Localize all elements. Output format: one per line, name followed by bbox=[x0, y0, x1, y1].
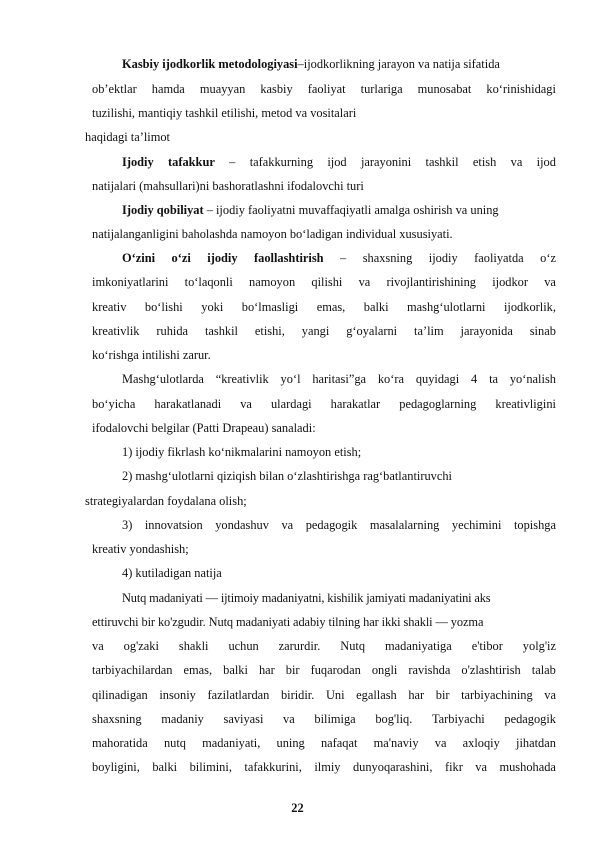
word: shaxsning bbox=[362, 251, 413, 265]
word: – bbox=[340, 251, 347, 265]
word: jarayonini bbox=[360, 155, 412, 169]
list-item-3-cont: kreativ yondashish; bbox=[92, 542, 189, 556]
word: tafakkurini, bbox=[244, 760, 302, 774]
word: va bbox=[475, 760, 487, 774]
word: ijodiy bbox=[207, 251, 238, 265]
para-tafakkur-line1 bbox=[122, 155, 556, 170]
para-tafakkur-line2: natijalari (mahsullari)ni bashoratlashni ifodalovchi turi bbox=[92, 179, 364, 193]
word: emas, bbox=[183, 663, 213, 677]
word: yoki bbox=[201, 300, 224, 314]
para-faollashtirish-line3 bbox=[92, 300, 556, 315]
para-faollashtirish-line2 bbox=[92, 275, 556, 290]
word: va bbox=[510, 155, 523, 169]
word: ma'naviy bbox=[373, 736, 419, 750]
word: tafakkur bbox=[168, 155, 215, 169]
word: Uni bbox=[325, 688, 345, 702]
word: balki bbox=[223, 663, 248, 677]
para-nutq-line5 bbox=[92, 688, 556, 703]
word: nafaqat bbox=[320, 736, 358, 750]
word: kreativ bbox=[92, 300, 127, 314]
word: va bbox=[283, 712, 295, 726]
definition-text: – ijodiy faoliyatni muvaffaqiyatli amalga oshirish va uning bbox=[203, 203, 499, 217]
para-methodology-line1 bbox=[122, 57, 500, 72]
word: ta’lim bbox=[414, 324, 444, 338]
word: bo‘yicha bbox=[92, 397, 136, 411]
word: dunyoqarashini, bbox=[352, 760, 433, 774]
word: ravishda bbox=[408, 663, 451, 677]
word: tarbiyachilardan bbox=[92, 663, 173, 677]
word: va bbox=[434, 736, 447, 750]
word: tashkil bbox=[425, 155, 459, 169]
word: o‘zi bbox=[171, 251, 191, 265]
word: bilimiga bbox=[314, 712, 356, 726]
word: yechimini bbox=[451, 518, 502, 532]
para-methodology-line3: tuzilishi, mantiqiy tashkil etilishi, metod va vositalari bbox=[92, 106, 357, 120]
word: yondashuv bbox=[215, 518, 269, 532]
word: insoniy bbox=[159, 688, 196, 702]
word: bir bbox=[435, 688, 450, 702]
word: ijod bbox=[536, 155, 556, 169]
word: va bbox=[240, 397, 252, 411]
word: yo‘nalish bbox=[509, 372, 556, 386]
word: harakatlar bbox=[330, 397, 381, 411]
word: yolg'iz bbox=[522, 639, 556, 653]
word: namoyon bbox=[249, 275, 296, 289]
word: fazilatlardan bbox=[207, 688, 270, 702]
word: yo‘l bbox=[280, 372, 301, 386]
list-item-3 bbox=[122, 518, 556, 533]
word: uchun bbox=[228, 639, 259, 653]
word: ijod bbox=[327, 155, 347, 169]
word: ko‘rinishidagi bbox=[486, 82, 556, 96]
word: ongli bbox=[371, 663, 398, 677]
para-nutq-line3 bbox=[92, 639, 556, 654]
word: – bbox=[229, 155, 236, 169]
word: fikr bbox=[444, 760, 463, 774]
word: ta bbox=[489, 372, 499, 386]
word: Tarbiyachi bbox=[431, 712, 485, 726]
word: qilishi bbox=[311, 275, 343, 289]
word: mashg‘ulotlarni bbox=[407, 300, 486, 314]
word: mahoratida bbox=[92, 736, 148, 750]
word: rivojlantirishining bbox=[386, 275, 476, 289]
word: va bbox=[92, 639, 104, 653]
word: axloqiy bbox=[462, 736, 500, 750]
word: ulardagi bbox=[270, 397, 312, 411]
word: muayyan bbox=[199, 82, 246, 96]
para-methodology-line2 bbox=[92, 82, 556, 97]
list-item-2: 2) mashg‘ulotlarni qiziqish bilan o‘zlashtirishga rag‘batlantiruvchi bbox=[122, 469, 452, 483]
para-qobiliyat-line1 bbox=[122, 203, 499, 218]
word: hamda bbox=[151, 82, 185, 96]
word: etishi, bbox=[254, 324, 285, 338]
word: o'zlashtirish bbox=[461, 663, 521, 677]
word: e'tibor bbox=[471, 639, 503, 653]
word: topishga bbox=[513, 518, 556, 532]
word: jihatdan bbox=[516, 736, 556, 750]
para-faollashtirish-line4 bbox=[92, 324, 556, 339]
word: tarbiyachining bbox=[461, 688, 533, 702]
word: va bbox=[281, 518, 294, 532]
word: bo‘lmasligi bbox=[241, 300, 299, 314]
word: harakatlanadi bbox=[154, 397, 222, 411]
word: ruhida bbox=[156, 324, 189, 338]
para-kreativlik-line3: ifodalovchi belgilar (Patti Drapeau) sanaladi: bbox=[92, 421, 316, 435]
list-item-1: 1) ijodiy fikrlash ko‘nikmalarini namoyon etish; bbox=[122, 445, 362, 459]
word: og'zaki bbox=[123, 639, 159, 653]
word: masalalarning bbox=[369, 518, 440, 532]
definition-text: –ijodkorlikning jarayon va natija sifatida bbox=[297, 57, 500, 71]
word: kasbiy bbox=[260, 82, 293, 96]
word: biridir. bbox=[280, 688, 315, 702]
word: boyligini, bbox=[92, 760, 140, 774]
word: nutq bbox=[163, 736, 186, 750]
para-nutq-line6 bbox=[92, 712, 556, 727]
word: sinab bbox=[529, 324, 556, 338]
word: ijodkorlik, bbox=[503, 300, 556, 314]
word: bo‘lishi bbox=[144, 300, 183, 314]
word: imkoniyatlarini bbox=[92, 275, 169, 289]
word: ijodkor bbox=[492, 275, 528, 289]
word: madaniyati, bbox=[202, 736, 261, 750]
word: ilmiy bbox=[314, 760, 341, 774]
word: g‘oyalarni bbox=[346, 324, 398, 338]
word: shaxsning bbox=[92, 712, 142, 726]
para-qobiliyat-line2: natijalanganligini baholashda namoyon bo‘ladigan individual xususiyati. bbox=[92, 227, 453, 241]
word: etish bbox=[472, 155, 497, 169]
page-number: 22 bbox=[291, 801, 304, 815]
word: to‘laqonli bbox=[184, 275, 233, 289]
word: Ijodiy bbox=[122, 155, 154, 169]
word: turlariga bbox=[360, 82, 403, 96]
word: faoliyatda bbox=[474, 251, 524, 265]
para-nutq-line7 bbox=[92, 736, 556, 751]
para-nutq-line2: ettiruvchi bir ko'zgudir. Nutq madaniyati adabiy tilning har ikki shakli — yozma bbox=[92, 615, 484, 629]
word: ijodiy bbox=[428, 251, 458, 265]
word: yangi bbox=[301, 324, 330, 338]
para-faollashtirish-line5: ko‘rishga intilishi zarur. bbox=[92, 348, 211, 362]
term-ijodiy-qobiliyat: Ijodiy qobiliyat bbox=[122, 203, 204, 217]
word: 3) bbox=[122, 518, 133, 532]
word: va bbox=[358, 275, 371, 289]
word: har bbox=[408, 688, 425, 702]
word: balki bbox=[363, 300, 389, 314]
word: tashkil bbox=[204, 324, 238, 338]
word: faollashtirish bbox=[254, 251, 324, 265]
word: quyidagi bbox=[415, 372, 460, 386]
word: saviyasi bbox=[223, 712, 264, 726]
word: fuqarodan bbox=[310, 663, 361, 677]
word: emas, bbox=[316, 300, 346, 314]
word: O‘zini bbox=[122, 251, 156, 265]
word: egallash bbox=[356, 688, 397, 702]
term-kasbiy-ijodkorlik: Kasbiy ijodkorlik metodologiyasi bbox=[122, 57, 298, 71]
para-nutq-line1: Nutq madaniyati — ijtimoiy madaniyatni, kishilik jamiyati madaniyatini aks bbox=[122, 591, 491, 605]
word: “kreativlik bbox=[215, 372, 269, 386]
word: Nutq bbox=[340, 639, 366, 653]
word: faoliyat bbox=[307, 82, 346, 96]
word: uning bbox=[276, 736, 305, 750]
word: o‘z bbox=[540, 251, 556, 265]
word: zarurdir. bbox=[278, 639, 321, 653]
word: va bbox=[544, 688, 556, 702]
para-nutq-line8 bbox=[92, 760, 556, 775]
word: pedagogik bbox=[504, 712, 556, 726]
para-kreativlik-line1 bbox=[122, 372, 556, 387]
para-nutq-line4 bbox=[92, 663, 556, 678]
word: jarayonida bbox=[460, 324, 513, 338]
word: bog'liq. bbox=[375, 712, 413, 726]
para-kreativlik-line2 bbox=[92, 397, 556, 412]
word: mushohada bbox=[499, 760, 556, 774]
word: tafakkurning bbox=[249, 155, 314, 169]
word: shakli bbox=[178, 639, 209, 653]
word: pedagoglarning bbox=[399, 397, 477, 411]
word: bilimini, bbox=[189, 760, 232, 774]
word: ob’ektlar bbox=[92, 82, 137, 96]
list-item-4: 4) kutiladigan natija bbox=[122, 566, 222, 580]
word: haritasi”ga bbox=[312, 372, 367, 386]
word: 4 bbox=[471, 372, 478, 386]
list-item-2-cont: strategiyalardan foydalana olish; bbox=[85, 494, 247, 508]
word: munosabat bbox=[417, 82, 472, 96]
word: qilinadigan bbox=[92, 688, 148, 702]
word: innovatsion bbox=[144, 518, 203, 532]
word: talab bbox=[531, 663, 556, 677]
word: balki bbox=[152, 760, 178, 774]
word: Mashg‘ulotlarda bbox=[122, 372, 204, 386]
word: har bbox=[258, 663, 275, 677]
word: ko‘ra bbox=[377, 372, 404, 386]
word: madaniyatiga bbox=[385, 639, 452, 653]
word: kreativligini bbox=[495, 397, 556, 411]
word: bir bbox=[285, 663, 300, 677]
para-methodology-line4: haqidagi ta’limot bbox=[85, 130, 170, 144]
word: va bbox=[544, 275, 556, 289]
para-faollashtirish-line1 bbox=[122, 251, 556, 266]
word: madaniy bbox=[161, 712, 204, 726]
word: pedagogik bbox=[305, 518, 358, 532]
word: kreativlik bbox=[92, 324, 140, 338]
